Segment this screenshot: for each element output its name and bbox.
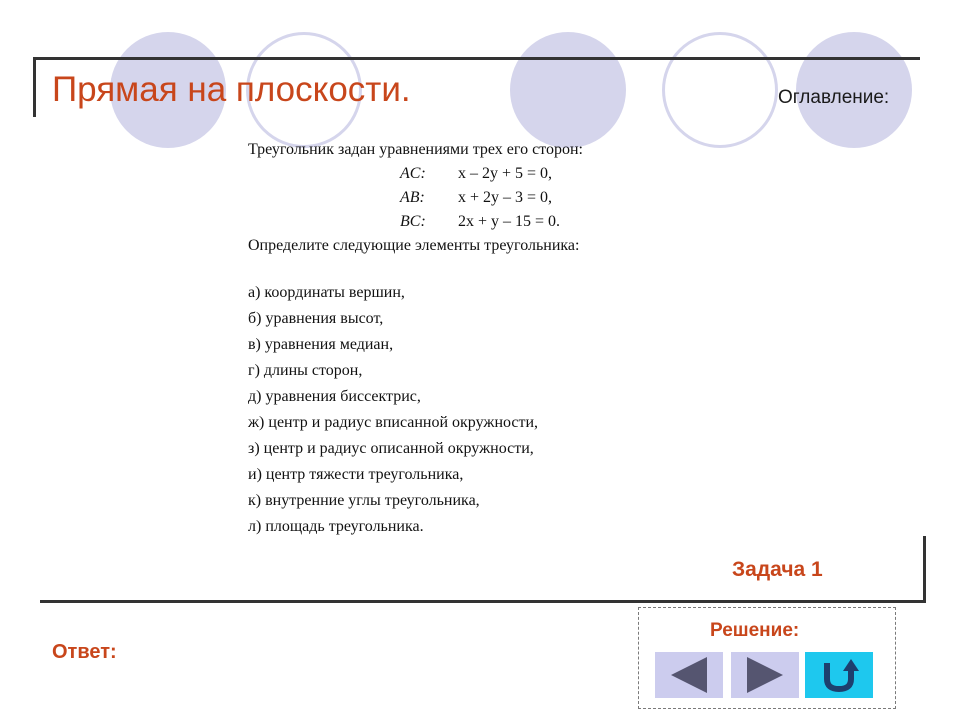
triangle-left-icon (671, 657, 707, 693)
problem-prompt: Определите следующие элементы треугольника: (248, 237, 580, 254)
equation-expr: 2x + y – 15 = 0. (458, 213, 561, 230)
solution-link[interactable]: Решение: (710, 620, 800, 641)
task-item: г) длины сторон, (248, 362, 363, 379)
right-rule (923, 536, 926, 603)
equation-ac (248, 162, 728, 186)
equation-bc (248, 210, 728, 234)
equation-name: AB: (400, 189, 425, 206)
task-item: в) уравнения медиан, (248, 336, 394, 353)
task-item: д) уравнения биссектрис, (248, 388, 421, 405)
triangle-right-icon (747, 657, 783, 693)
answer-link[interactable]: Ответ: (52, 641, 117, 663)
task-item-list (248, 280, 538, 540)
solution-panel (638, 607, 896, 709)
problem-text (248, 138, 728, 535)
task-item: а) координаты вершин, (248, 284, 405, 301)
top-rule (34, 57, 920, 60)
equation-ab (248, 186, 728, 210)
task-item: ж) центр и радиус вписанной окружности, (248, 414, 539, 431)
back-button[interactable] (655, 652, 723, 698)
equation-name: AC: (400, 165, 426, 182)
problem-intro: Треугольник задан уравнениями трех его сторон: (248, 141, 583, 158)
return-button[interactable] (805, 652, 873, 698)
equation-expr: x – 2y + 5 = 0, (458, 165, 553, 182)
task-label: Задача 1 (732, 558, 823, 581)
u-turn-icon (819, 655, 859, 695)
task-item: л) площадь треугольника. (248, 518, 424, 535)
forward-button[interactable] (731, 652, 799, 698)
toc-link[interactable]: Оглавление: (778, 87, 890, 108)
deco-circle-3 (510, 32, 626, 148)
task-item: и) центр тяжести треугольника, (248, 466, 464, 483)
page-title: Прямая на плоскости. (52, 70, 411, 109)
task-item: з) центр и радиус описанной окружности, (248, 440, 534, 457)
task-item: к) внутренние углы треугольника, (248, 492, 480, 509)
left-rule (33, 57, 36, 117)
task-item: б) уравнения высот, (248, 310, 384, 327)
bottom-rule (40, 600, 926, 603)
equation-name: BC: (400, 213, 426, 230)
equation-expr: x + 2y – 3 = 0, (458, 189, 553, 206)
deco-circle-4 (662, 32, 778, 148)
